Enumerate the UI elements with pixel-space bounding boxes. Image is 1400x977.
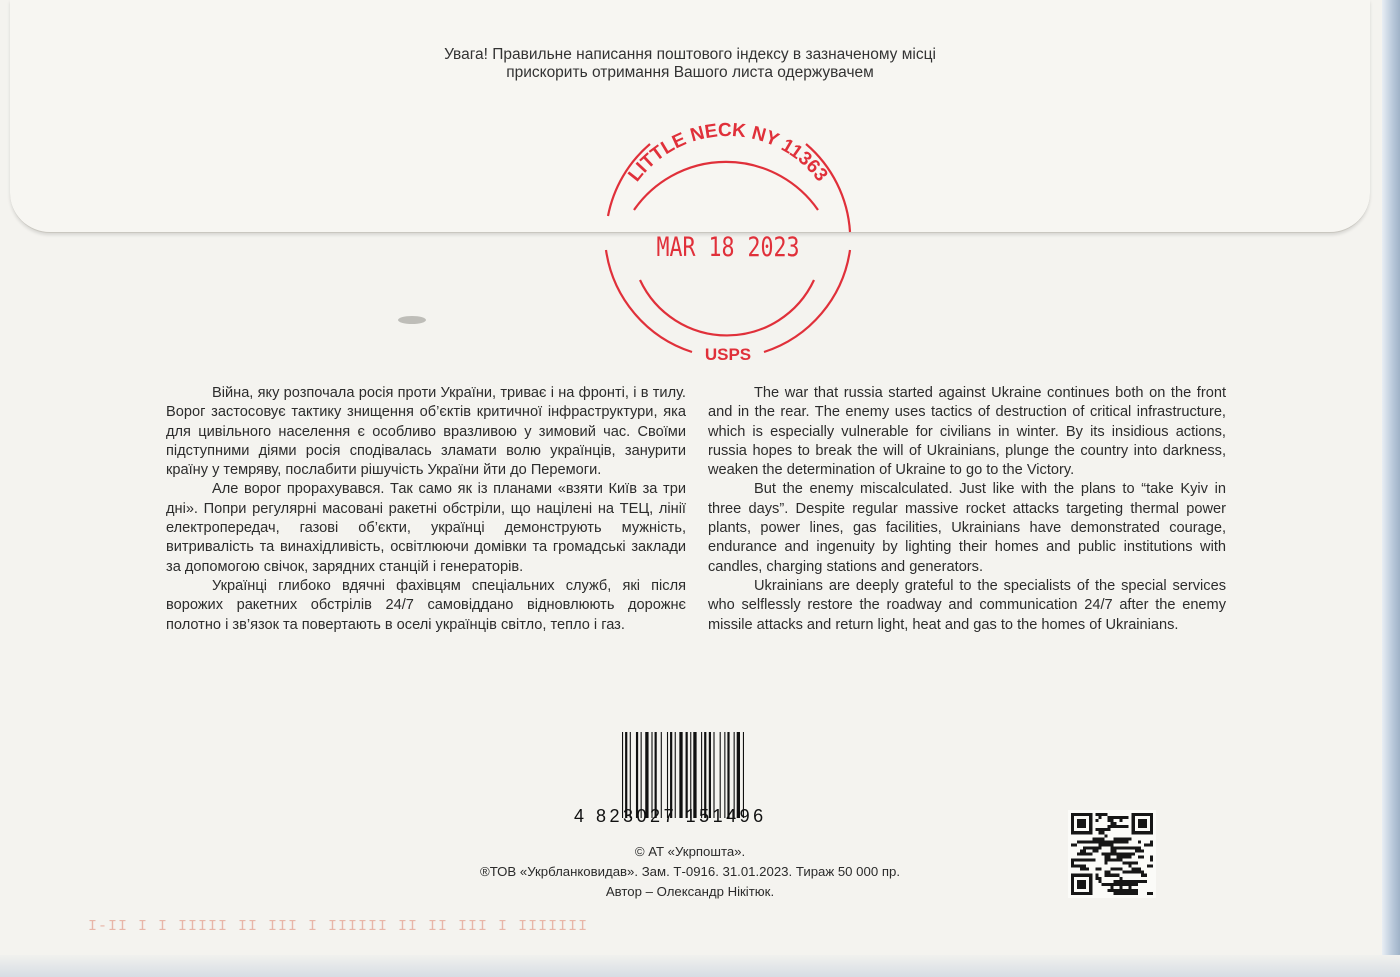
usps-postmark xyxy=(588,120,868,370)
en-paragraph-1: The war that russia started against Ukraine continues both on the front and in the rear. The enemy uses tactics of destruction of critical infrastructure, which is especially vulnerable for civilians in winter. By its insidious actions, russia hopes to break the will of Ukrainians, plunge the country into darkness, weaken the determination of Ukraine to go to the Victory. xyxy=(708,385,1226,479)
credits-copyright: © АТ «Укрпошта». xyxy=(634,844,746,859)
notice-line-2: прискорить отримання Вашого листа одержувачем xyxy=(506,64,874,81)
postmark-inner-arc-top xyxy=(634,162,818,210)
facing-identification-marks: I-II I I IIIII II III I IIIIII II II III I IIIIIII xyxy=(88,918,589,935)
postmark-inner-arc-bottom xyxy=(640,280,814,335)
qr-code-icon xyxy=(1068,810,1156,898)
postmark-ring-bottom-right xyxy=(764,250,850,352)
publisher-credits xyxy=(430,842,950,902)
uk-paragraph-3: Українці глибоко вдячні фахівцям спеціальних служб, які після ворожих ракетних обстрілів 24/7 самовіддано відновлюють дорожнє полотно і зв’язок та повертають в оселі українців світло, тепло і газ. xyxy=(166,577,686,633)
postmark-ring-bottom-left xyxy=(606,250,692,352)
english-text-column xyxy=(708,384,1226,635)
en-paragraph-2: But the enemy miscalculated. Just like with the plans to “take Kyiv in three days”. Despite regular massive rocket attacks targeting thermal power plants, power lines, gas facilities, Ukrainians have demonstrated courage, endurance and ingenuity by lighting their homes and public institutions with candles, charging stations and generators. xyxy=(708,481,1226,575)
postmark-date: MAR 18 2023 xyxy=(656,230,800,263)
credits-author: Автор – Олександр Нікітюк. xyxy=(605,884,775,899)
credits-printer: ®ТОВ «Укрбланковидав». Зам. Т-0916. 31.01.2023. Тираж 50 000 пр. xyxy=(480,864,900,879)
postmark-carrier: USPS xyxy=(704,345,752,364)
ukrainian-text-column xyxy=(166,384,686,635)
ink-smudge xyxy=(398,316,426,324)
notice-line-1: Увага! Правильне написання поштового індексу в зазначеному місці xyxy=(444,46,936,63)
uk-paragraph-1: Війна, яку розпочала росія проти України, триває і на фронті, і в тилу. Ворог застосовує тактику знищення об’єктів критичної інфраструктури, яка для цивільного населення є особливо вразливою у зимовий час. Своїми підступними діями росія сподівалась зламати волю українців, занурити країну у темряву, послабити рішучість України йти до Перемоги. xyxy=(166,385,686,479)
postal-code-notice xyxy=(300,46,1080,82)
en-paragraph-3: Ukrainians are deeply grateful to the specialists of the special services who selflessly restore the roadway and communication 24/7 after the enemy missile attacks and return light, heat and gas to the homes of Ukrainians. xyxy=(708,577,1226,633)
barcode-digits: 4 823027 151496 xyxy=(574,806,767,826)
uk-paragraph-2: Але ворог прорахувався. Так само як із планами «взяти Київ за три дні». Попри регулярні масовані ракетні обстріли, що націлені на ТЕЦ, лінії електропередач, газові об’єкти, українці демонструють мужність, витривалість та винахідливість, освітлюючи домівки та громадські заклади за допомогою свічок, зарядних станцій і генераторів. xyxy=(166,481,686,575)
postmark-location: LITTLE NECK NY 11363 xyxy=(624,120,832,186)
envelope-edge-bottom xyxy=(0,955,1400,977)
envelope-edge-right xyxy=(1382,0,1400,977)
